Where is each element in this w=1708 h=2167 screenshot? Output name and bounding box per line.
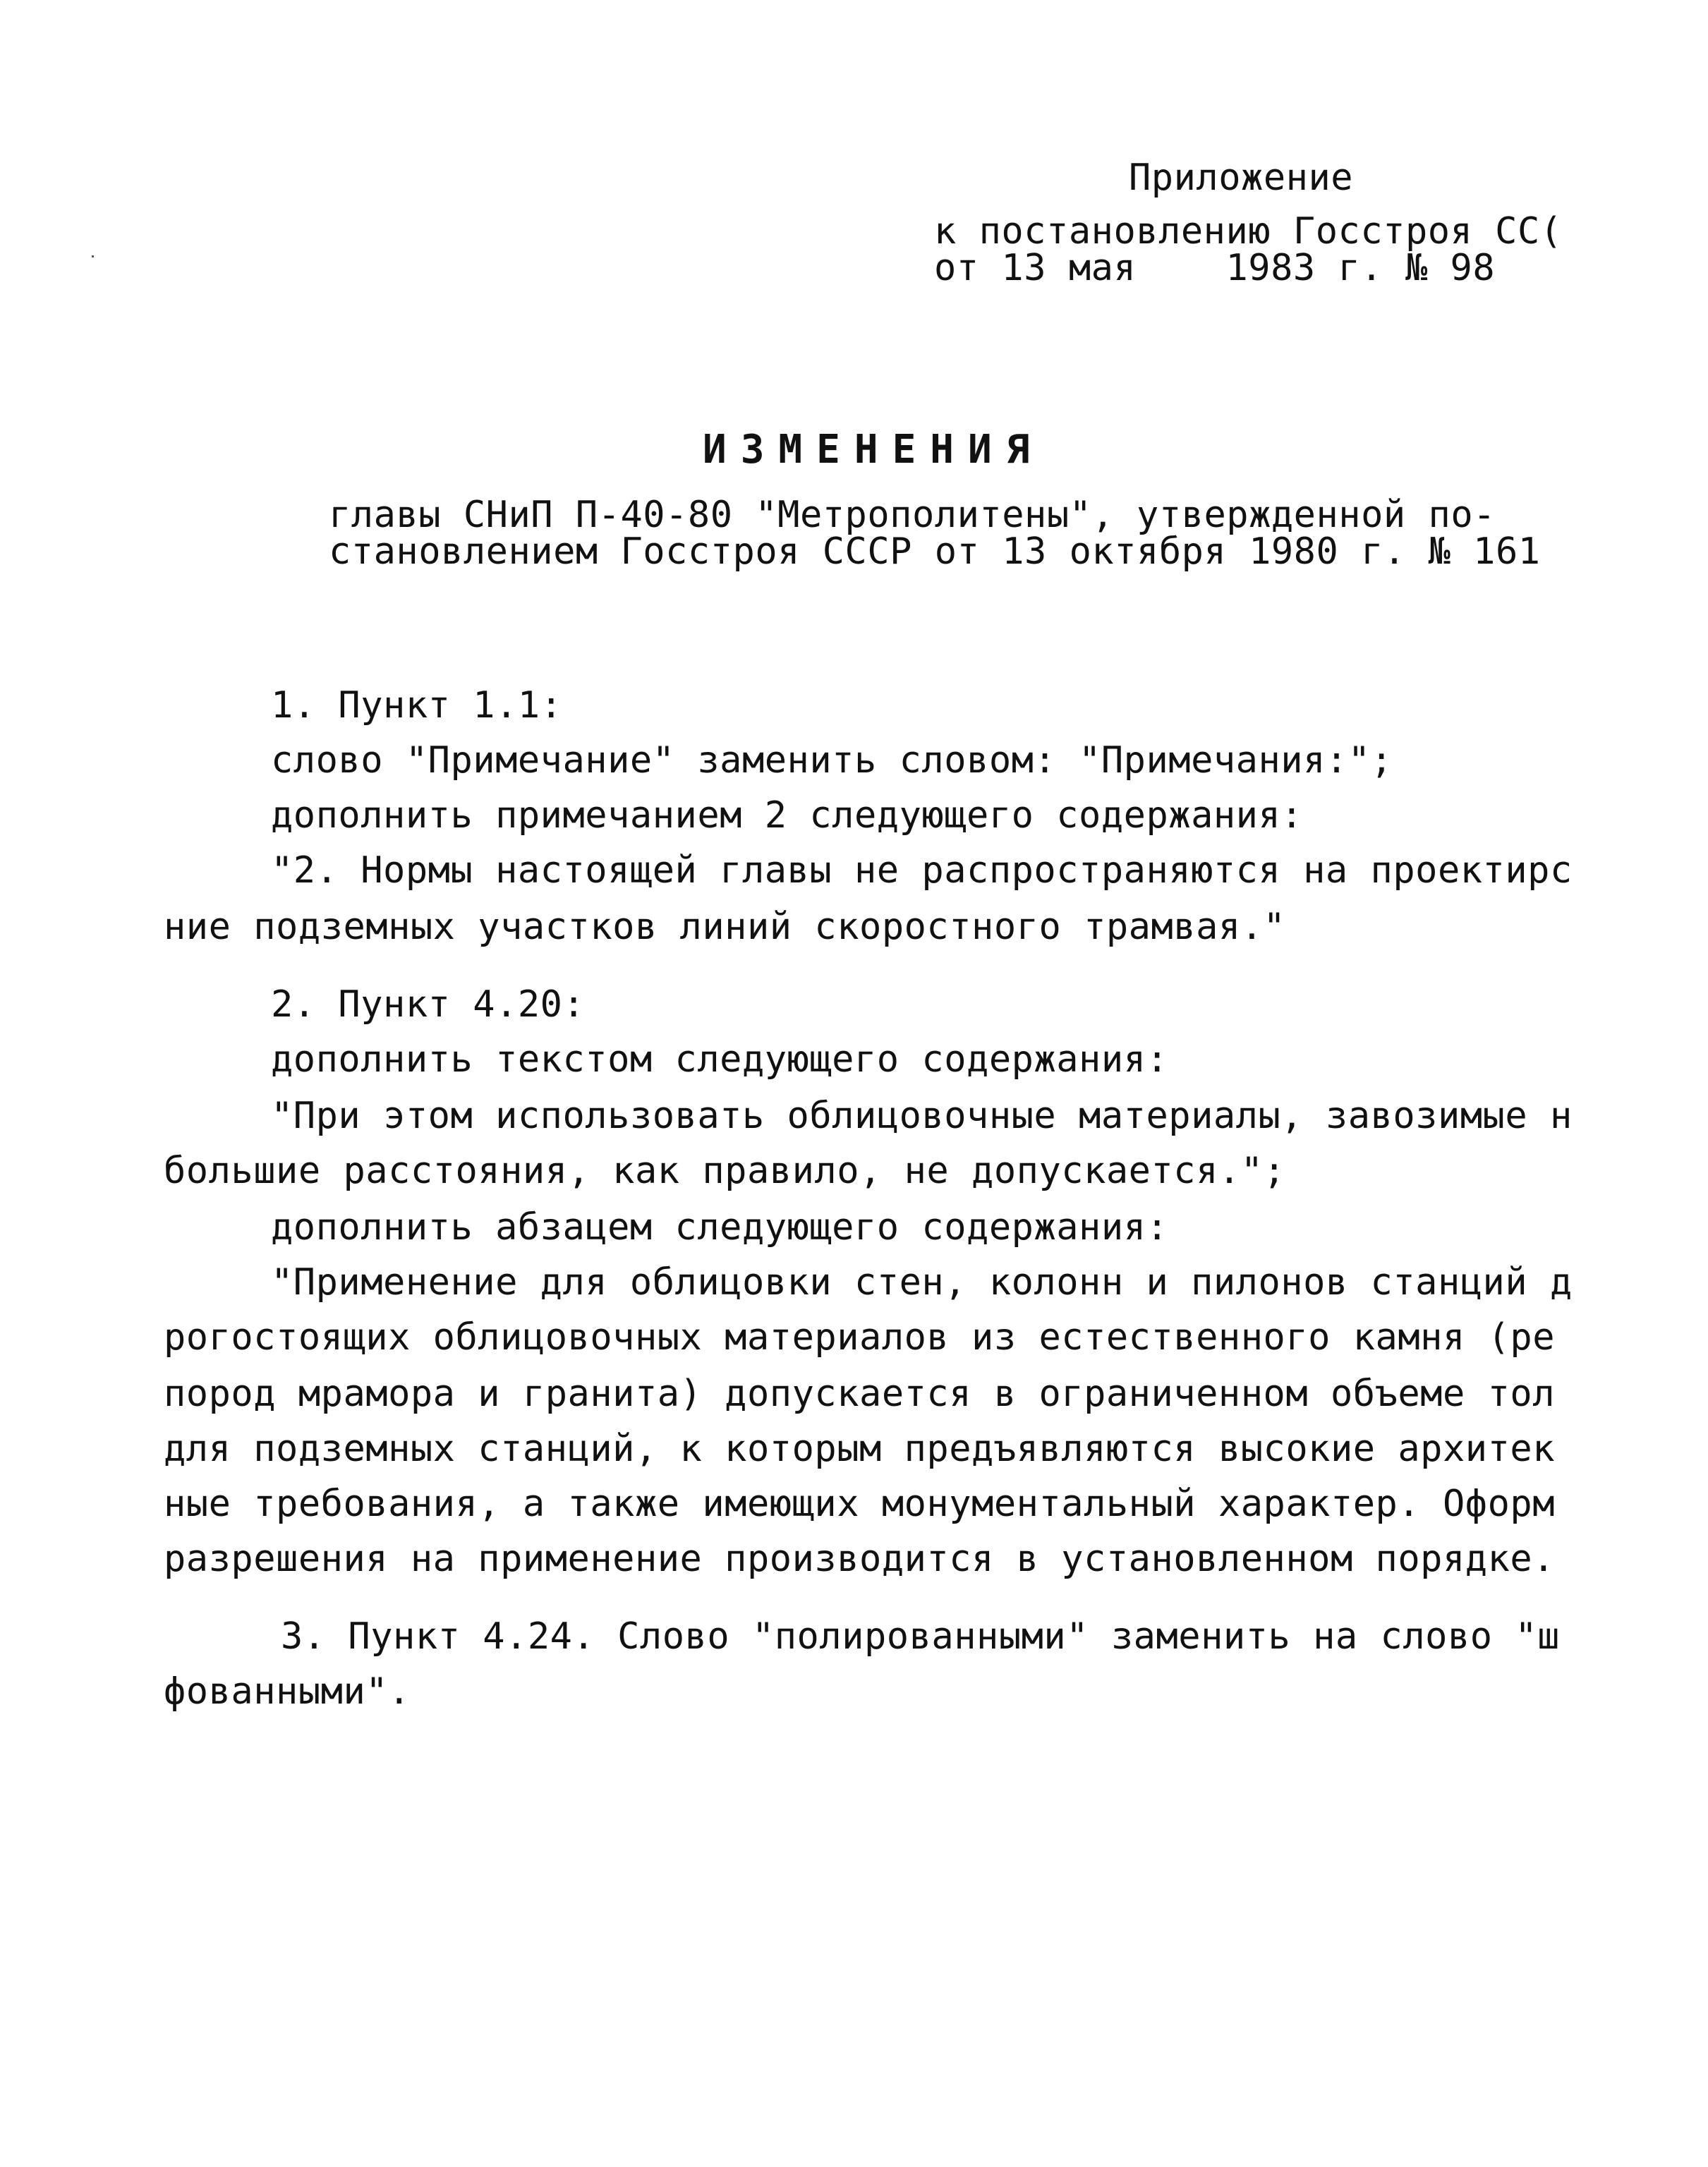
page-title: ИЗМЕНЕНИЯ <box>703 427 1044 473</box>
body-line: пород мрамора и гранита) допускается в ограниченном объеме тол <box>164 1373 1556 1415</box>
body-line: дополнить примечанием 2 следующего содержания: <box>271 794 1304 837</box>
scan-speck <box>92 255 94 257</box>
subtitle-line-1: главы СНиП П-40-80 "Метрополитены", утвержденной по- <box>329 494 1496 536</box>
body-line: "При этом использовать облицовочные материалы, завозимые н <box>271 1095 1573 1137</box>
body-line: для подземных станций, к которым предъявляются высокие архитек <box>164 1428 1556 1470</box>
annex-label: Приложение <box>1129 157 1354 199</box>
body-line: слово "Примечание" заменить словом: "Примечания:"; <box>271 739 1393 782</box>
body-line: большие расстояния, как правило, не допускается."; <box>164 1150 1286 1192</box>
body-line: ние подземных участков линий скоростного трамвая." <box>164 906 1286 948</box>
item-3-heading: 3. Пункт 4.24. Слово "полированными" заменить на слово "ш <box>281 1615 1560 1658</box>
body-line: разрешения на применение производится в установленном порядке. <box>164 1538 1556 1580</box>
body-line: "Применение для облицовки стен, колонн и пилонов станций д <box>271 1261 1573 1304</box>
body-line: дополнить текстом следующего содержания: <box>271 1038 1169 1081</box>
body-line: дополнить абзацем следующего содержания: <box>271 1206 1169 1249</box>
subtitle-line-2: становлением Госстроя СССР от 13 октября 1980 г. № 161 <box>329 530 1541 573</box>
decree-date: от 13 мая 1983 г. № 98 <box>934 247 1496 289</box>
item-2-heading: 2. Пункт 4.20: <box>271 983 586 1026</box>
body-line: фованными". <box>164 1670 411 1713</box>
body-line: рогостоящих облицовочных материалов из естественного камня (ре <box>164 1316 1556 1359</box>
body-line: ные требования, а также имеющих монументальный характер. Оформ <box>164 1483 1556 1525</box>
body-line: "2. Нормы настоящей главы не распространяются на проектирс <box>271 849 1573 892</box>
decree-reference: к постановлению Госстроя СС( <box>934 210 1563 253</box>
item-1-heading: 1. Пункт 1.1: <box>271 684 563 727</box>
